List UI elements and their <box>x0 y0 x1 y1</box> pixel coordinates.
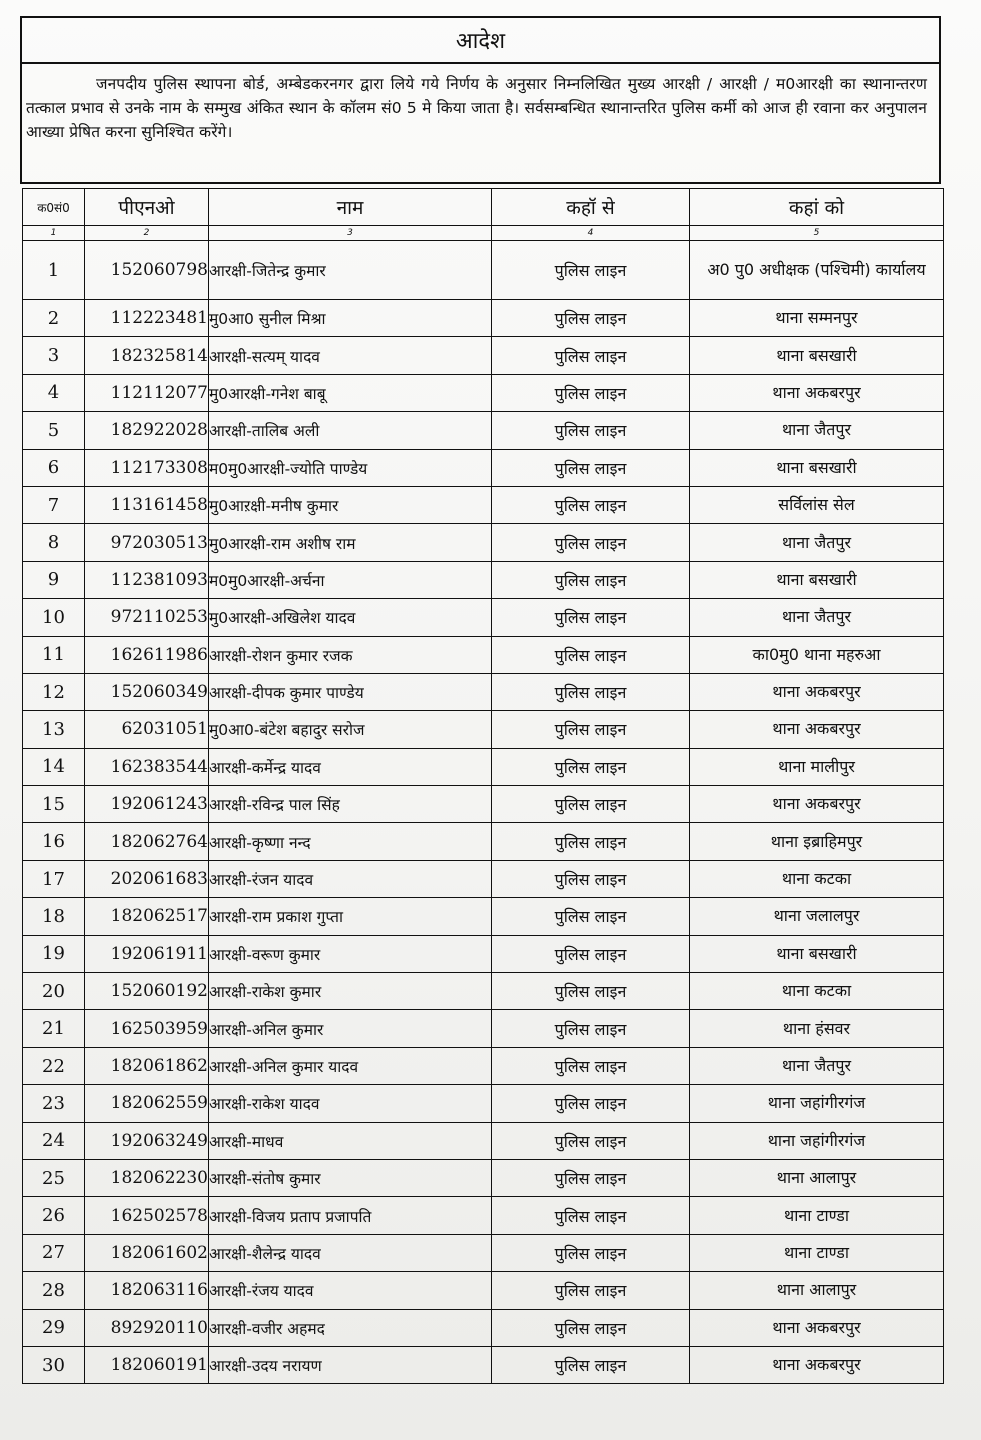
cell-from: पुलिस लाइन <box>492 1272 690 1309</box>
cell-name: आरक्षी-रंजन यादव <box>209 860 492 897</box>
cell-to: थाना अकबरपुर <box>690 374 944 411</box>
table-row <box>23 1010 944 1047</box>
cell-from: पुलिस लाइन <box>492 935 690 972</box>
cell-from: पुलिस लाइन <box>492 561 690 598</box>
cell-serial-no: 15 <box>23 786 85 823</box>
cell-pno: 162503959 <box>85 1010 209 1047</box>
cell-name: म0मु0आरक्षी-अर्चना <box>209 561 492 598</box>
cell-pno: 182062764 <box>85 823 209 860</box>
cell-name: आरक्षी-राकेश यादव <box>209 1085 492 1122</box>
cell-from: पुलिस लाइन <box>492 823 690 860</box>
cell-pno: 182061862 <box>85 1047 209 1084</box>
cell-serial-no: 18 <box>23 898 85 935</box>
cell-from: पुलिस लाइन <box>492 449 690 486</box>
cell-to: सर्विलांस सेल <box>690 486 944 523</box>
cell-from: पुलिस लाइन <box>492 1197 690 1234</box>
table-row <box>23 449 944 486</box>
cell-name: आरक्षी-सत्यम् यादव <box>209 337 492 374</box>
cell-name: आरक्षी-तालिब अली <box>209 412 492 449</box>
cell-serial-no: 20 <box>23 973 85 1010</box>
cell-to: थाना सम्मनपुर <box>690 300 944 337</box>
order-body: जनपदीय पुलिस स्थापना बोर्ड, अम्बेडकरनगर द्वारा लिये गये निर्णय के अनुसार निम्नलिखित मुख्य आरक्षी / आरक्षी / म0आरक्षी का स्थानान्तरण तत्काल प्रभाव से उनके नाम के सम्मुख अंकित स्थान के कॉलम सं0 5 मे किया जाता है। सर्वसम्बन्धित स्थानान्तरित पुलिस कर्मी को आज ही रवाना कर अनुपालन आख्या प्रेषित करना सुनिश्चित करेंगे। <box>26 75 927 141</box>
table-row <box>23 561 944 598</box>
cell-to: थाना बसखारी <box>690 337 944 374</box>
cell-name: मु0आरक्षी-अखिलेश यादव <box>209 599 492 636</box>
cell-serial-no: 9 <box>23 561 85 598</box>
cell-from: पुलिस लाइन <box>492 711 690 748</box>
table-row <box>23 1309 944 1346</box>
cell-pno: 182061602 <box>85 1234 209 1271</box>
table-row <box>23 1346 944 1383</box>
cell-to: थाना आलापुर <box>690 1159 944 1196</box>
cell-to: थाना अकबरपुर <box>690 711 944 748</box>
cell-serial-no: 21 <box>23 1010 85 1047</box>
cell-name: आरक्षी-राकेश कुमार <box>209 973 492 1010</box>
cell-pno: 182062517 <box>85 898 209 935</box>
table-row <box>23 1272 944 1309</box>
cell-pno: 182060191 <box>85 1346 209 1383</box>
cell-pno: 162502578 <box>85 1197 209 1234</box>
cell-from: पुलिस लाइन <box>492 1159 690 1196</box>
cell-name: आरक्षी-शैलेन्द्र यादव <box>209 1234 492 1271</box>
cell-serial-no: 12 <box>23 673 85 710</box>
table-header-row <box>23 189 944 226</box>
cell-to: थाना जहांगीरगंज <box>690 1122 944 1159</box>
cell-pno: 112223481 <box>85 300 209 337</box>
cell-pno: 182063116 <box>85 1272 209 1309</box>
order-box <box>20 16 941 184</box>
cell-serial-no: 11 <box>23 636 85 673</box>
column-number: 3 <box>209 226 492 241</box>
cell-serial-no: 7 <box>23 486 85 523</box>
cell-from: पुलिस लाइन <box>492 786 690 823</box>
cell-pno: 182922028 <box>85 412 209 449</box>
column-number: 5 <box>690 226 944 241</box>
cell-name: मु0आ0-बंटेश बहादुर सरोज <box>209 711 492 748</box>
cell-from: पुलिस लाइन <box>492 599 690 636</box>
cell-serial-no: 25 <box>23 1159 85 1196</box>
cell-serial-no: 26 <box>23 1197 85 1234</box>
cell-from: पुलिस लाइन <box>492 898 690 935</box>
cell-pno: 202061683 <box>85 860 209 897</box>
cell-from: पुलिस लाइन <box>492 1122 690 1159</box>
cell-from: पुलिस लाइन <box>492 1010 690 1047</box>
table-row <box>23 1122 944 1159</box>
cell-from: पुलिस लाइन <box>492 748 690 785</box>
cell-to: थाना बसखारी <box>690 935 944 972</box>
cell-name: मु0आरक्षी-गनेश बाबू <box>209 374 492 411</box>
table-row <box>23 973 944 1010</box>
cell-name: आरक्षी-विजय प्रताप प्रजापति <box>209 1197 492 1234</box>
table-row <box>23 337 944 374</box>
cell-serial-no: 3 <box>23 337 85 374</box>
column-number: 4 <box>492 226 690 241</box>
cell-pno: 112381093 <box>85 561 209 598</box>
cell-serial-no: 4 <box>23 374 85 411</box>
table-row <box>23 748 944 785</box>
table-body <box>23 241 944 1384</box>
cell-pno: 192061911 <box>85 935 209 972</box>
cell-pno: 152060349 <box>85 673 209 710</box>
cell-to: थाना बसखारी <box>690 449 944 486</box>
cell-name: आरक्षी-रंजय यादव <box>209 1272 492 1309</box>
cell-name: मु0आऱक्षी-मनीष कुमार <box>209 486 492 523</box>
cell-pno: 162383544 <box>85 748 209 785</box>
cell-serial-no: 6 <box>23 449 85 486</box>
cell-pno: 112173308 <box>85 449 209 486</box>
cell-to: थाना अकबरपुर <box>690 1309 944 1346</box>
cell-pno: 182325814 <box>85 337 209 374</box>
column-number-row <box>23 226 944 241</box>
cell-serial-no: 10 <box>23 599 85 636</box>
cell-from: पुलिस लाइन <box>492 241 690 300</box>
table-row <box>23 823 944 860</box>
table-row <box>23 711 944 748</box>
table-row <box>23 1085 944 1122</box>
cell-pno: 112112077 <box>85 374 209 411</box>
cell-serial-no: 17 <box>23 860 85 897</box>
cell-to: थाना अकबरपुर <box>690 786 944 823</box>
cell-serial-no: 14 <box>23 748 85 785</box>
cell-pno: 113161458 <box>85 486 209 523</box>
cell-name: आरक्षी-राम प्रकाश गुप्ता <box>209 898 492 935</box>
header-pno: पीएनओ <box>85 189 209 226</box>
cell-serial-no: 29 <box>23 1309 85 1346</box>
table-row <box>23 1234 944 1271</box>
table-row <box>23 241 944 300</box>
order-title: आदेश <box>22 18 939 64</box>
cell-to: थाना जलालपुर <box>690 898 944 935</box>
cell-to: थाना अकबरपुर <box>690 1346 944 1383</box>
cell-serial-no: 22 <box>23 1047 85 1084</box>
cell-to: थाना जैतपुर <box>690 524 944 561</box>
cell-to: थाना मालीपुर <box>690 748 944 785</box>
cell-to: थाना बसखारी <box>690 561 944 598</box>
cell-from: पुलिस लाइन <box>492 1346 690 1383</box>
cell-to: अ0 पु0 अधीक्षक (पश्चिमी) कार्यालय <box>690 241 944 300</box>
table-row <box>23 860 944 897</box>
cell-from: पुलिस लाइन <box>492 337 690 374</box>
header-serial-no: क0सं0 <box>23 189 85 226</box>
cell-serial-no: 16 <box>23 823 85 860</box>
table-row <box>23 599 944 636</box>
table-row <box>23 486 944 523</box>
cell-to: का0मु0 थाना महरुआ <box>690 636 944 673</box>
column-number: 1 <box>23 226 85 241</box>
cell-to: थाना जैतपुर <box>690 599 944 636</box>
cell-from: पुलिस लाइन <box>492 412 690 449</box>
cell-name: आरक्षी-रोशन कुमार रजक <box>209 636 492 673</box>
cell-name: आरक्षी-वजीर अहमद <box>209 1309 492 1346</box>
cell-serial-no: 1 <box>23 241 85 300</box>
cell-serial-no: 30 <box>23 1346 85 1383</box>
cell-pno: 192063249 <box>85 1122 209 1159</box>
transfer-table <box>22 188 944 1384</box>
cell-to: थाना हंसवर <box>690 1010 944 1047</box>
cell-pno: 62031051 <box>85 711 209 748</box>
cell-pno: 972030513 <box>85 524 209 561</box>
table-row <box>23 1159 944 1196</box>
cell-pno: 192061243 <box>85 786 209 823</box>
cell-pno: 182062230 <box>85 1159 209 1196</box>
cell-serial-no: 24 <box>23 1122 85 1159</box>
cell-from: पुलिस लाइन <box>492 300 690 337</box>
cell-from: पुलिस लाइन <box>492 636 690 673</box>
cell-pno: 152060192 <box>85 973 209 1010</box>
cell-serial-no: 27 <box>23 1234 85 1271</box>
cell-to: थाना कटका <box>690 860 944 897</box>
cell-pno: 152060798 <box>85 241 209 300</box>
table-row <box>23 1197 944 1234</box>
cell-name: आरक्षी-जितेन्द्र कुमार <box>209 241 492 300</box>
cell-to: थाना इब्राहिमपुर <box>690 823 944 860</box>
cell-from: पुलिस लाइन <box>492 860 690 897</box>
cell-name: आरक्षी-अनिल कुमार <box>209 1010 492 1047</box>
cell-from: पुलिस लाइन <box>492 524 690 561</box>
cell-pno: 162611986 <box>85 636 209 673</box>
cell-name: आरक्षी-कर्मेन्द्र यादव <box>209 748 492 785</box>
cell-from: पुलिस लाइन <box>492 486 690 523</box>
cell-from: पुलिस लाइन <box>492 1085 690 1122</box>
cell-to: थाना जैतपुर <box>690 1047 944 1084</box>
cell-from: पुलिस लाइन <box>492 1309 690 1346</box>
table-row <box>23 1047 944 1084</box>
cell-serial-no: 23 <box>23 1085 85 1122</box>
cell-name: मु0आ0 सुनील मिश्रा <box>209 300 492 337</box>
cell-name: मु0आरक्षी-राम अशीष राम <box>209 524 492 561</box>
cell-to: थाना टाण्डा <box>690 1197 944 1234</box>
column-number: 2 <box>85 226 209 241</box>
table-row <box>23 673 944 710</box>
cell-pno: 182062559 <box>85 1085 209 1122</box>
cell-from: पुलिस लाइन <box>492 1047 690 1084</box>
cell-from: पुलिस लाइन <box>492 1234 690 1271</box>
cell-name: आरक्षी-संतोष कुमार <box>209 1159 492 1196</box>
table-row <box>23 786 944 823</box>
table-row <box>23 898 944 935</box>
cell-name: आरक्षी-माधव <box>209 1122 492 1159</box>
cell-serial-no: 13 <box>23 711 85 748</box>
cell-to: थाना अकबरपुर <box>690 673 944 710</box>
cell-from: पुलिस लाइन <box>492 374 690 411</box>
cell-from: पुलिस लाइन <box>492 973 690 1010</box>
cell-name: आरक्षी-वरूण कुमार <box>209 935 492 972</box>
cell-serial-no: 5 <box>23 412 85 449</box>
cell-pno: 972110253 <box>85 599 209 636</box>
cell-name: आरक्षी-रविन्द्र पाल सिंह <box>209 786 492 823</box>
cell-to: थाना कटका <box>690 973 944 1010</box>
table-row <box>23 524 944 561</box>
cell-name: आरक्षी-उदय नरायण <box>209 1346 492 1383</box>
table-row <box>23 374 944 411</box>
cell-serial-no: 8 <box>23 524 85 561</box>
cell-serial-no: 28 <box>23 1272 85 1309</box>
header-from: कहॉ से <box>492 189 690 226</box>
table-row <box>23 412 944 449</box>
cell-to: थाना जैतपुर <box>690 412 944 449</box>
cell-serial-no: 2 <box>23 300 85 337</box>
cell-to: थाना जहांगीरगंज <box>690 1085 944 1122</box>
table-row <box>23 935 944 972</box>
cell-to: थाना टाण्डा <box>690 1234 944 1271</box>
cell-name: आरक्षी-दीपक कुमार पाण्डेय <box>209 673 492 710</box>
cell-from: पुलिस लाइन <box>492 673 690 710</box>
table-row <box>23 636 944 673</box>
cell-name: आरक्षी-कृष्णा नन्द <box>209 823 492 860</box>
header-name: नाम <box>209 189 492 226</box>
cell-pno: 892920110 <box>85 1309 209 1346</box>
cell-name: आरक्षी-अनिल कुमार यादव <box>209 1047 492 1084</box>
cell-serial-no: 19 <box>23 935 85 972</box>
table-row <box>23 300 944 337</box>
cell-name: म0मु0आरक्षी-ज्योति पाण्डेय <box>209 449 492 486</box>
cell-to: थाना आलापुर <box>690 1272 944 1309</box>
header-to: कहां को <box>690 189 944 226</box>
